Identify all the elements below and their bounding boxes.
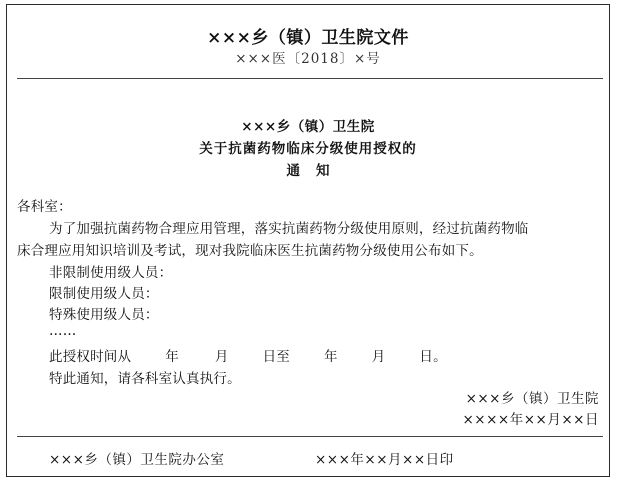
category-special: 特殊使用级人员： [49, 307, 159, 323]
footer-divider [17, 436, 603, 437]
document-title: ×××乡（镇）卫生院文件 [207, 28, 409, 48]
period-to-day: 日。 [419, 349, 447, 365]
notice-org: ×××乡（镇）卫生院 [241, 119, 375, 135]
period-from-year: 年 [165, 349, 179, 365]
category-non-restricted: 非限制使用级人员： [49, 265, 173, 281]
category-restricted: 限制使用级人员： [49, 286, 159, 302]
authorization-period [49, 345, 447, 365]
paragraph-line-1: 为了加强抗菌药物合理应用管理，落实抗菌药物分级使用原则，经过抗菌药物临 [49, 221, 529, 237]
period-to-month: 月 [371, 349, 386, 365]
notice-subject: 关于抗菌药物临床分级使用授权的 [199, 141, 417, 157]
document-number: ×××医〔2018〕×号 [235, 51, 381, 67]
period-prefix: 此授权时间从 [49, 349, 132, 365]
paragraph-line-2: 床合理应用知识培训及考试，现对我院临床医生抗菌药物分级使用公布如下。 [17, 243, 483, 259]
signature-date: ××××年××月××日 [462, 412, 599, 428]
ellipsis: …… [49, 323, 77, 339]
header-divider [17, 78, 603, 79]
period-from-day-to: 日至 [262, 349, 291, 365]
signature-org: ×××乡（镇）卫生院 [465, 391, 599, 407]
salutation: 各科室： [17, 199, 72, 215]
document-frame [6, 4, 610, 477]
footer-office: ×××乡（镇）卫生院办公室 [49, 452, 225, 468]
notice-tail: 通知 [286, 163, 346, 179]
period-from-month: 月 [214, 349, 229, 365]
period-to-year: 年 [324, 349, 338, 365]
footer-print-date: ×××年××月××日印 [315, 452, 454, 468]
closing-line: 特此通知，请各科室认真执行。 [49, 371, 241, 387]
